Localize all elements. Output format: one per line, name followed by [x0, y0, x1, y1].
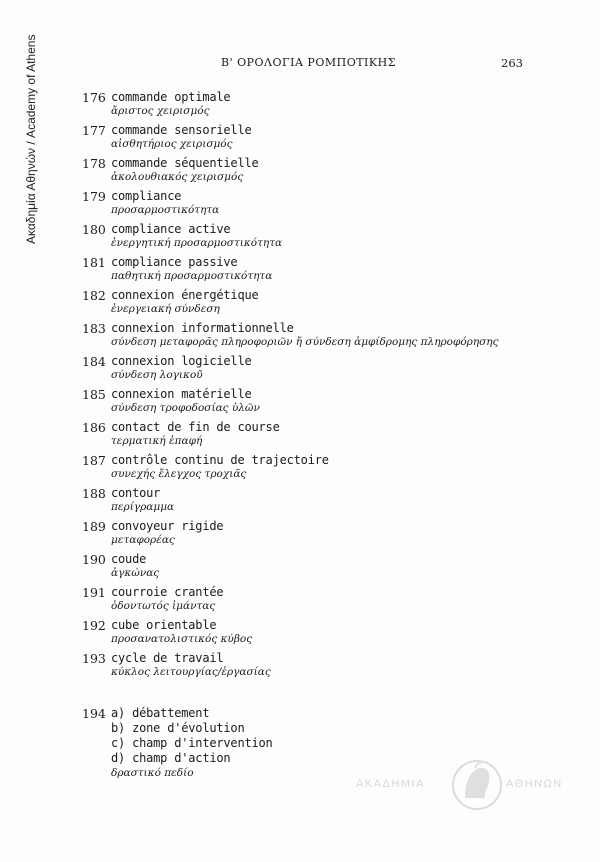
- entry-french-term: contrôle continu de trajectoire: [111, 453, 329, 467]
- running-header-title: Β' ΟΡΟΛΟΓΙΑ ΡΟΜΠΟΤΙΚΗΣ: [221, 56, 396, 69]
- entry-greek-term: παθητική προσαρμοστικότητα: [111, 270, 273, 282]
- entry-greek-term: σύνδεση λογικοῦ: [111, 369, 203, 381]
- glossary-entry: [82, 255, 562, 288]
- glossary-entry: [82, 420, 562, 453]
- entry-greek-term: ὀδοντωτός ἱμάντας: [111, 600, 216, 612]
- glossary-entry: [82, 222, 562, 255]
- entry-number: 183: [82, 321, 106, 336]
- side-label-academy: Ακαδημία Αθηνών / Academy of Athens: [24, 34, 38, 244]
- glossary-entry: [82, 585, 562, 618]
- entry-french-term: commande sensorielle: [111, 123, 252, 137]
- entry-greek-term: δραστικό πεδίο: [111, 767, 194, 779]
- entry-french-term: compliance active: [111, 222, 231, 236]
- entry-number: 193: [82, 651, 106, 666]
- glossary-entry: [82, 90, 562, 123]
- glossary-entry: [82, 651, 562, 684]
- page-number: 263: [501, 56, 523, 70]
- entry-greek-term: σύνδεση τροφοδοσίας ὑλῶν: [111, 402, 260, 414]
- entry-number: 184: [82, 354, 106, 369]
- entry-french-term: cycle de travail: [111, 651, 224, 665]
- entry-french-term: compliance: [111, 189, 182, 203]
- entry-greek-term: ἄριστος χειρισμός: [111, 105, 210, 117]
- entry-number: 181: [82, 255, 106, 270]
- entry-french-term: connexion logicielle: [111, 354, 252, 368]
- glossary-entry: [82, 519, 562, 552]
- entry-number: 190: [82, 552, 106, 567]
- entry-french-term: coude: [111, 552, 147, 566]
- entry-number: 178: [82, 156, 106, 171]
- glossary-entry: [82, 453, 562, 486]
- entry-french-term-c: c) champ d'intervention: [111, 736, 273, 750]
- entry-greek-term: ἀκολουθιακός χειρισμός: [111, 171, 244, 183]
- entry-number: 191: [82, 585, 106, 600]
- glossary-entry: [82, 618, 562, 651]
- entry-french-term: connexion énergétique: [111, 288, 259, 302]
- entry-french-term: convoyeur rigide: [111, 519, 224, 533]
- entry-number: 189: [82, 519, 106, 534]
- entry-french-term: cube orientable: [111, 618, 217, 632]
- entry-greek-term: ἀγκώνας: [111, 567, 160, 579]
- glossary-entry: [82, 354, 562, 387]
- glossary-entry: [82, 387, 562, 420]
- entry-greek-term: τερματική ἐπαφή: [111, 435, 203, 447]
- entry-greek-term: σύνδεση μεταφορᾶς πληροφοριῶν ἤ σύνδεση ἀμφίδρομης πληροφόρησης: [111, 336, 499, 348]
- entry-greek-term: συνεχής ἔλεγχος τροχιᾶς: [111, 468, 247, 480]
- entry-greek-term: κύκλος λειτουργίας/ἐργασίας: [111, 666, 271, 678]
- glossary-entries: [82, 90, 562, 684]
- entry-number: 187: [82, 453, 106, 468]
- entry-french-term: compliance passive: [111, 255, 238, 269]
- entry-number: 182: [82, 288, 106, 303]
- entry-greek-term: προσαρμοστικότητα: [111, 204, 220, 216]
- glossary-entry: [82, 123, 562, 156]
- entry-french-term: contact de fin de course: [111, 420, 280, 434]
- entry-french-term: connexion matérielle: [111, 387, 252, 401]
- entry-greek-term: προσανατολιστικός κύβος: [111, 633, 253, 645]
- entry-number: 194: [82, 706, 106, 721]
- entry-french-term: connexion informationnelle: [111, 321, 294, 335]
- entry-french-term: commande séquentielle: [111, 156, 259, 170]
- entry-number: 177: [82, 123, 106, 138]
- glossary-entry: [82, 552, 562, 585]
- glossary-entry: [82, 321, 562, 354]
- entry-greek-term: ἐνεργειακή σύνδεση: [111, 303, 220, 315]
- academy-watermark: [356, 754, 582, 818]
- athena-head-seal-icon: [451, 754, 503, 820]
- watermark-left-text: ΑΚΑΔΗΜΙΑ: [356, 778, 425, 790]
- entry-greek-term: μεταφορέας: [111, 534, 175, 546]
- entry-french-term: contour: [111, 486, 161, 500]
- watermark-right-text: ΑΘΗΝΩΝ: [506, 778, 563, 790]
- entry-greek-term: περίγραμμα: [111, 501, 175, 513]
- glossary-entry: [82, 486, 562, 519]
- entry-french-term: courroie crantée: [111, 585, 224, 599]
- glossary-entry: [82, 156, 562, 189]
- entry-number: 176: [82, 90, 106, 105]
- entry-number: 186: [82, 420, 106, 435]
- entry-number: 192: [82, 618, 106, 633]
- entry-number: 188: [82, 486, 106, 501]
- glossary-entry: [82, 189, 562, 222]
- entry-french-term-b: b) zone d'évolution: [111, 721, 245, 735]
- entry-french-term-d: d) champ d'action: [111, 751, 231, 765]
- glossary-entry: [82, 288, 562, 321]
- entry-number: 185: [82, 387, 106, 402]
- entry-french-term: commande optimale: [111, 90, 231, 104]
- entry-number: 179: [82, 189, 106, 204]
- entry-greek-term: αἰσθητήριος χειρισμός: [111, 138, 233, 150]
- entry-greek-term: ἐνεργητική προσαρμοστικότητα: [111, 237, 283, 249]
- entry-number: 180: [82, 222, 106, 237]
- entry-french-term-a: a) débattement: [111, 706, 210, 720]
